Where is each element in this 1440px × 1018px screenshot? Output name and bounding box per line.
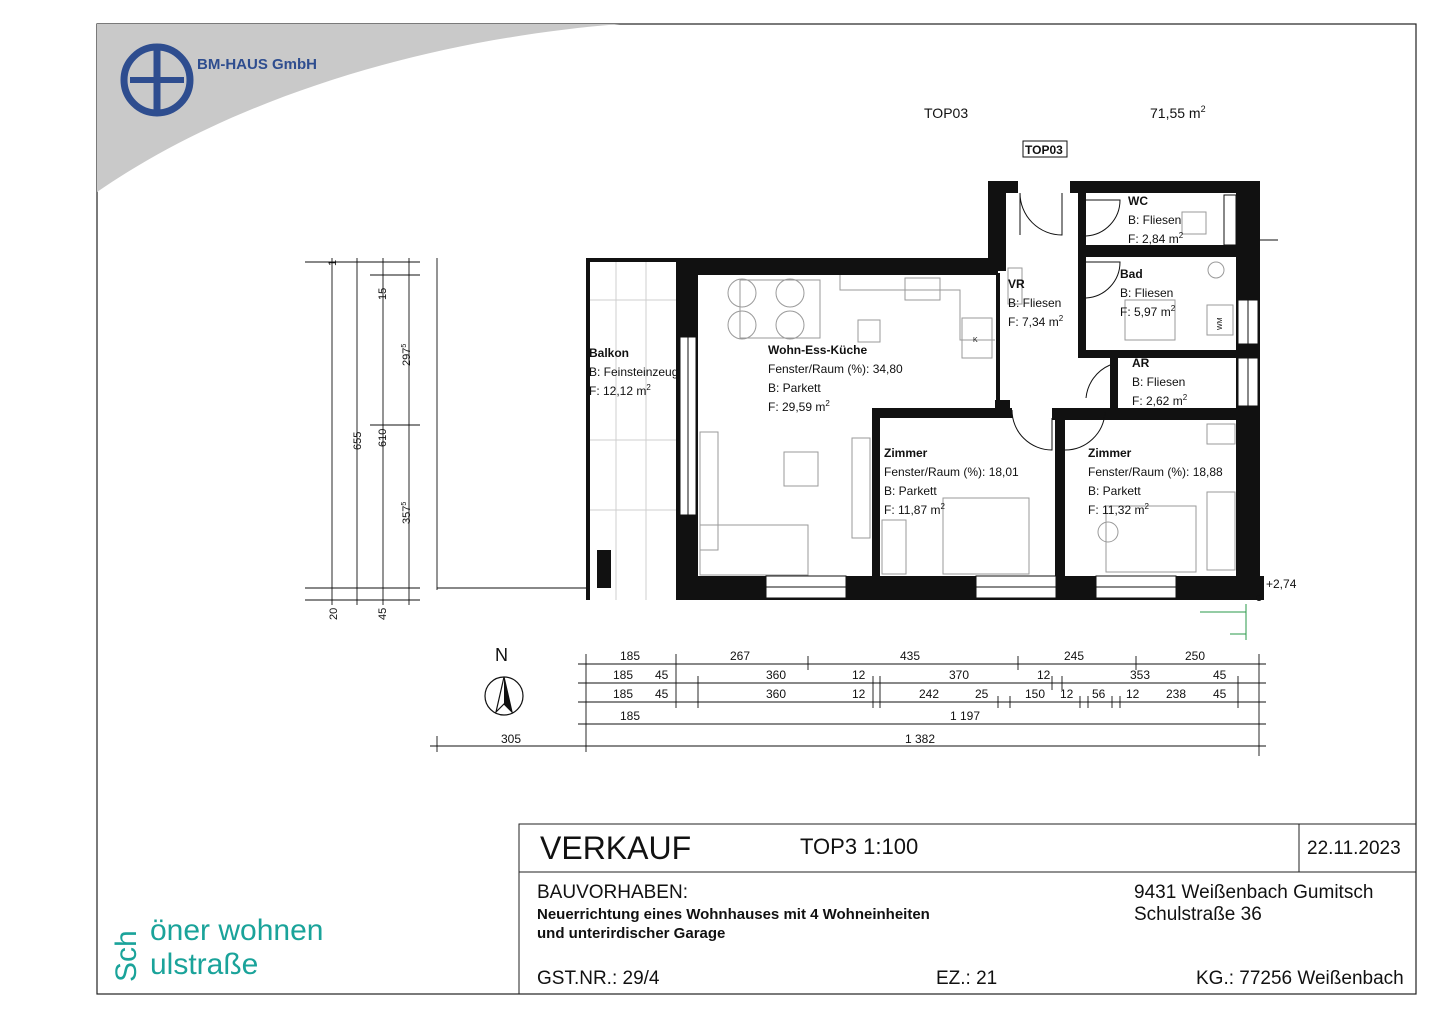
elevation-label: +2,74 <box>1266 577 1297 591</box>
room-wc-area <box>1128 231 1184 246</box>
room-zimmer2-area-value: F: 11,32 m <box>1088 503 1145 517</box>
room-wek-area <box>768 399 830 414</box>
wall-ar-west <box>1110 358 1118 408</box>
room-zimmer2-area-sup: 2 <box>1144 502 1149 511</box>
vdim-text: 15 <box>377 287 389 300</box>
room-balkon-name: Balkon <box>589 346 630 360</box>
wardrobe-zimmer1 <box>882 520 906 574</box>
dim-text: 150 <box>1025 687 1046 701</box>
room-vr-floor: B: Fliesen <box>1008 296 1062 310</box>
address-line-2: Schulstraße 36 <box>1134 904 1262 925</box>
door-wc <box>1086 200 1120 236</box>
brand-line-2: ulstraße <box>150 948 259 981</box>
wall-wc-west <box>1078 193 1086 245</box>
room-zimmer1-floor: B: Parkett <box>884 484 937 498</box>
status-title: VERKAUF <box>540 830 692 866</box>
room-ar-area-value: F: 2,62 m <box>1132 394 1183 408</box>
dim-text: 185 <box>613 687 634 701</box>
wall-core-west <box>988 181 1006 271</box>
room-bad-floor: B: Fliesen <box>1120 286 1174 300</box>
wall-wc-bad <box>1078 245 1238 257</box>
dim-text: 12 <box>852 687 866 701</box>
room-zimmer1-name: Zimmer <box>884 446 928 460</box>
unit-tag: TOP03 <box>1025 143 1063 157</box>
room-zimmer2-name: Zimmer <box>1088 446 1132 460</box>
sink <box>905 278 940 300</box>
balcony-tiles <box>589 262 679 600</box>
door-ar <box>1086 365 1110 398</box>
chair <box>728 279 756 307</box>
chair <box>728 311 756 339</box>
dim-text: 360 <box>766 668 787 682</box>
dim-row-5 <box>501 732 935 746</box>
sheet-border <box>97 24 1416 994</box>
dim-row-1 <box>620 649 1205 663</box>
dim-text: 185 <box>620 649 641 663</box>
wall-core-top-a <box>988 181 1018 193</box>
logo-company-name: BM-HAUS GmbH <box>197 56 317 73</box>
land-register-number: EZ.: 21 <box>936 968 998 989</box>
project-label: BAUVORHABEN: <box>537 882 688 903</box>
parcel-number: GST.NR.: 29/4 <box>537 968 660 989</box>
toilet <box>1182 212 1206 234</box>
balcony-post <box>597 550 611 588</box>
vdim-text: 45 <box>377 607 389 620</box>
chair <box>776 311 804 339</box>
room-wc-area-value: F: 2,84 m <box>1128 232 1179 246</box>
unit-area-sup: 2 <box>1200 104 1206 114</box>
room-balkon-area-value: F: 12,12 m <box>589 384 647 398</box>
room-vr-area-value: F: 7,34 m <box>1008 315 1059 329</box>
wall-core-top-b <box>1070 181 1260 193</box>
room-zimmer1-ratio: Fenster/Raum (%): 18,01 <box>884 465 1019 479</box>
dim-text: 242 <box>919 687 940 701</box>
chair <box>776 279 804 307</box>
desk-chair <box>1098 522 1118 542</box>
room-balkon-floor: B: Feinsteinzeug <box>589 365 679 379</box>
unit-label: TOP03 <box>924 105 969 121</box>
room-balkon-area <box>589 383 651 398</box>
room-bad-area-value: F: 5,97 m <box>1120 305 1171 319</box>
sofa-arm <box>700 432 718 550</box>
door-zimmer1 <box>1012 410 1052 450</box>
vdim-value: 357 <box>401 505 413 524</box>
wardrobe-zimmer2 <box>1207 492 1235 570</box>
dim-text: 1 382 <box>905 732 936 746</box>
wall-balcony-top <box>586 258 678 262</box>
vertical-dimension-texts <box>327 260 413 620</box>
dim-text: 25 <box>975 687 989 701</box>
room-wek-area-value: F: 29,59 m <box>768 400 826 414</box>
dim-text: 245 <box>1064 649 1085 663</box>
dim-text: 56 <box>1092 687 1106 701</box>
dim-text: 1 197 <box>950 709 981 723</box>
project-line-1: Neuerrichtung eines Wohnhauses mit 4 Wohneinheiten <box>537 906 930 923</box>
dim-text: 12 <box>1126 687 1140 701</box>
plan-title: TOP3 1:100 <box>800 834 919 859</box>
cadastral-community: KG.: 77256 Weißenbach <box>1196 968 1404 989</box>
room-zimmer1-area-sup: 2 <box>940 502 945 511</box>
wall-zimmer2-top <box>1052 408 1238 420</box>
room-vr-area <box>1008 314 1064 329</box>
room-wek-ratio: Fenster/Raum (%): 34,80 <box>768 362 903 376</box>
room-zimmer2-floor: B: Parkett <box>1088 484 1141 498</box>
project-line-2: und unterirdischer Garage <box>537 925 726 942</box>
washbasin <box>1208 262 1224 278</box>
coffee-table <box>784 452 818 486</box>
dim-text: 12 <box>1060 687 1074 701</box>
wall-kitchen-vr <box>996 273 1000 403</box>
dim-row-2 <box>613 668 1227 682</box>
dim-text: 45 <box>655 687 669 701</box>
vdim-text <box>401 344 413 366</box>
room-bad-area <box>1120 304 1176 319</box>
plan-date: 22.11.2023 <box>1307 838 1401 859</box>
room-ar-name: AR <box>1132 356 1150 370</box>
dim-text: 360 <box>766 687 787 701</box>
north-label: N <box>495 645 508 665</box>
dim-text: 185 <box>620 709 641 723</box>
room-wek-area-sup: 2 <box>825 399 830 408</box>
dim-text: 305 <box>501 732 522 746</box>
dim-text: 435 <box>900 649 921 663</box>
dim-text: 238 <box>1166 687 1187 701</box>
room-vr-name: VR <box>1008 277 1025 291</box>
room-zimmer1-area <box>884 502 945 517</box>
room-balkon-area-sup: 2 <box>646 383 651 392</box>
room-ar-area <box>1132 393 1188 408</box>
wall-zimmer1-west <box>872 408 880 578</box>
dim-text: 353 <box>1130 668 1151 682</box>
vdim-text <box>401 502 413 524</box>
wall-balcony-left <box>586 258 590 600</box>
brand-sch: Sch <box>110 930 143 982</box>
wall-bad-west <box>1078 257 1086 354</box>
door-bad <box>1086 262 1120 298</box>
vdim-text: 655 <box>352 431 364 450</box>
wall-zimmer1-top <box>872 408 1012 418</box>
room-wc-name: WC <box>1128 194 1148 208</box>
dim-text: 185 <box>613 668 634 682</box>
room-wek-floor: B: Parkett <box>768 381 821 395</box>
dim-text: 267 <box>730 649 751 663</box>
dim-row-4 <box>620 709 980 723</box>
dim-text: 45 <box>655 668 669 682</box>
room-bad-name: Bad <box>1120 267 1143 281</box>
cooktop <box>858 320 880 342</box>
vdim-sup: 5 <box>401 501 408 506</box>
dim-text: 12 <box>852 668 866 682</box>
north-arrow <box>485 645 523 715</box>
terrain-lines <box>1200 604 1246 640</box>
room-wek-name: Wohn-Ess-Küche <box>768 343 868 357</box>
dim-text: 12 <box>1037 668 1051 682</box>
dim-text: 45 <box>1213 687 1227 701</box>
vertical-dimension-lines <box>305 258 586 605</box>
elevation-marker <box>1256 595 1262 601</box>
room-bad-area-sup: 2 <box>1170 304 1176 313</box>
wall-zimmers-divider <box>1055 408 1065 578</box>
wall-bad-ar <box>1078 350 1238 358</box>
wall-north-living <box>676 258 998 275</box>
wm-label: WM <box>1217 317 1224 330</box>
room-wc-area-sup: 2 <box>1178 231 1184 240</box>
vdim-value: 297 <box>401 347 413 366</box>
address-line-1: 9431 Weißenbach Gumitsch <box>1134 882 1374 903</box>
vdim-text: 1 <box>327 259 339 266</box>
dim-text: 250 <box>1185 649 1206 663</box>
dim-row-3 <box>613 687 1227 701</box>
unit-area-value: 71,55 m <box>1150 105 1201 121</box>
room-zimmer2-ratio: Fenster/Raum (%): 18,88 <box>1088 465 1223 479</box>
window-wc <box>1224 195 1236 245</box>
brand-line-1: öner wohnen <box>150 914 324 947</box>
kitchen-counter <box>840 275 995 340</box>
brand-slogan <box>110 914 323 982</box>
room-vr-area-sup: 2 <box>1058 314 1064 323</box>
dim-text: 45 <box>1213 668 1227 682</box>
room-wc-floor: B: Fliesen <box>1128 213 1182 227</box>
shelf-zimmer2 <box>1207 424 1235 444</box>
fridge-label: K <box>973 337 978 344</box>
room-ar-area-sup: 2 <box>1182 393 1188 402</box>
room-ar-floor: B: Fliesen <box>1132 375 1186 389</box>
tv-sideboard <box>852 438 870 538</box>
dining-table <box>740 280 820 338</box>
room-zimmer2-area <box>1088 502 1149 517</box>
door-entrance <box>1020 193 1062 235</box>
dim-text: 370 <box>949 668 970 682</box>
room-zimmer1-area-value: F: 11,87 m <box>884 503 941 517</box>
vdim-text: 610 <box>377 428 389 447</box>
vdim-text: 20 <box>328 607 340 620</box>
bed-zimmer1 <box>943 498 1029 574</box>
vdim-sup: 5 <box>401 343 408 348</box>
unit-area <box>1150 104 1206 121</box>
